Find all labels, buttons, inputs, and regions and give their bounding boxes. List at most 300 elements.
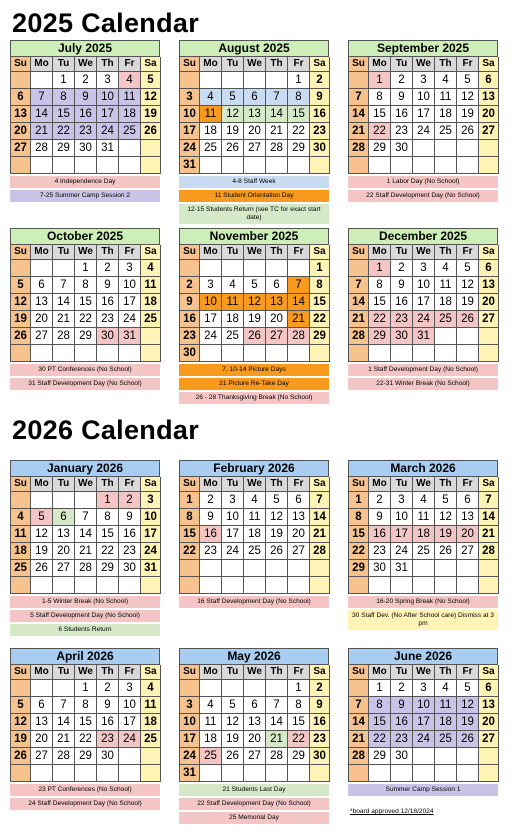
- empty-day-cell: [97, 577, 119, 594]
- day-cell: 9: [180, 294, 200, 311]
- day-cell: 8: [310, 277, 330, 294]
- empty-day-cell: [479, 560, 499, 577]
- day-cell: 28: [53, 328, 75, 345]
- day-cell: 4: [413, 492, 435, 509]
- day-cell: 11: [11, 526, 31, 543]
- event-note: 25 Memorial Day: [179, 812, 329, 824]
- event-note: 30 PT Conferences (No School): [10, 364, 160, 376]
- weekday-header: Fr: [457, 665, 479, 680]
- empty-day-cell: [288, 157, 310, 174]
- day-cell: 12: [435, 509, 457, 526]
- day-cell: 8: [97, 509, 119, 526]
- day-cell: 12: [11, 714, 31, 731]
- empty-day-cell: [413, 345, 435, 362]
- day-cell: 14: [266, 106, 288, 123]
- empty-day-cell: [479, 157, 499, 174]
- day-cell: 2: [97, 260, 119, 277]
- day-cell: 3: [200, 277, 222, 294]
- day-cell: 9: [391, 89, 413, 106]
- month-march-2026: [348, 460, 498, 630]
- empty-day-cell: [266, 157, 288, 174]
- weekday-header: We: [244, 665, 266, 680]
- day-cell: 20: [457, 526, 479, 543]
- weekday-header: Th: [266, 245, 288, 260]
- day-cell: 14: [310, 509, 330, 526]
- day-cell: 23: [391, 123, 413, 140]
- day-cell: 24: [97, 123, 119, 140]
- day-cell: 18: [244, 526, 266, 543]
- empty-day-cell: [200, 765, 222, 782]
- day-cell: 6: [31, 277, 53, 294]
- day-cell: 25: [435, 311, 457, 328]
- empty-day-cell: [222, 560, 244, 577]
- day-cell: 29: [369, 140, 391, 157]
- day-cell: 13: [479, 277, 499, 294]
- empty-day-cell: [222, 345, 244, 362]
- day-cell: 25: [141, 731, 161, 748]
- event-note: 22-31 Winter Break (No School): [348, 378, 498, 390]
- day-cell: 24: [222, 543, 244, 560]
- day-cell: 5: [266, 492, 288, 509]
- empty-day-cell: [53, 345, 75, 362]
- day-cell: 3: [413, 680, 435, 697]
- day-cell: 31: [180, 157, 200, 174]
- weekday-header: Mo: [369, 665, 391, 680]
- day-cell: 13: [266, 294, 288, 311]
- day-cell: 30: [310, 140, 330, 157]
- day-cell: 30: [391, 140, 413, 157]
- day-cell: 26: [244, 328, 266, 345]
- weekday-header: Th: [97, 665, 119, 680]
- day-cell: 17: [180, 123, 200, 140]
- day-cell: 7: [310, 492, 330, 509]
- day-cell: 5: [11, 277, 31, 294]
- day-cell: 26: [457, 731, 479, 748]
- event-note: 4 Independence Day: [10, 176, 160, 188]
- month-notes: [10, 596, 160, 636]
- day-cell: 13: [479, 697, 499, 714]
- weekday-header: We: [75, 245, 97, 260]
- day-cell: 12: [31, 526, 53, 543]
- day-cell: 10: [180, 106, 200, 123]
- day-cell: 6: [479, 260, 499, 277]
- weekday-header: Sa: [479, 245, 499, 260]
- empty-day-cell: [244, 577, 266, 594]
- weekday-header: Sa: [310, 245, 330, 260]
- day-cell: 23: [180, 328, 200, 345]
- day-cell: 24: [391, 543, 413, 560]
- day-cell: 4: [244, 492, 266, 509]
- day-cell: 27: [31, 748, 53, 765]
- day-cell: 30: [75, 140, 97, 157]
- day-cell: 12: [457, 89, 479, 106]
- month-september-2025: [348, 40, 498, 202]
- month-notes: [348, 176, 498, 202]
- weekday-header: We: [413, 665, 435, 680]
- day-cell: 28: [288, 328, 310, 345]
- weekday-header: Fr: [288, 245, 310, 260]
- day-cell: 22: [53, 123, 75, 140]
- month-january-2026: [10, 460, 160, 636]
- day-cell: 22: [180, 543, 200, 560]
- empty-day-cell: [119, 748, 141, 765]
- weekday-header: Sa: [310, 57, 330, 72]
- weekday-header: Mo: [200, 477, 222, 492]
- day-cell: 15: [75, 714, 97, 731]
- day-cell: 19: [457, 294, 479, 311]
- day-cell: 11: [200, 714, 222, 731]
- day-cell: 7: [288, 277, 310, 294]
- event-note: 7, 10-14 Picture Days: [179, 364, 329, 376]
- day-cell: 9: [119, 509, 141, 526]
- day-cell: 13: [288, 509, 310, 526]
- day-cell: 28: [349, 748, 369, 765]
- day-cell: 29: [75, 748, 97, 765]
- empty-day-cell: [53, 765, 75, 782]
- day-cell: 26: [457, 123, 479, 140]
- weekday-header: Th: [435, 665, 457, 680]
- day-cell: 29: [53, 140, 75, 157]
- day-cell: 18: [200, 123, 222, 140]
- day-cell: 8: [369, 277, 391, 294]
- day-cell: 27: [457, 543, 479, 560]
- day-cell: 23: [97, 311, 119, 328]
- calendar-grid: [10, 56, 160, 174]
- weekday-header: Su: [349, 57, 369, 72]
- day-cell: 12: [244, 294, 266, 311]
- empty-day-cell: [435, 765, 457, 782]
- day-cell: 11: [200, 106, 222, 123]
- day-cell: 13: [244, 106, 266, 123]
- day-cell: 9: [310, 697, 330, 714]
- day-cell: 17: [180, 731, 200, 748]
- day-cell: 28: [310, 543, 330, 560]
- month-header: January 2026: [10, 460, 160, 476]
- day-cell: 14: [53, 294, 75, 311]
- event-note: 5 Staff Development Day (No School): [10, 610, 160, 622]
- empty-day-cell: [75, 157, 97, 174]
- empty-day-cell: [435, 328, 457, 345]
- month-notes: [348, 784, 498, 796]
- weekday-header: Fr: [119, 245, 141, 260]
- weekday-header: Tu: [222, 245, 244, 260]
- day-cell: 23: [200, 543, 222, 560]
- day-cell: 23: [369, 543, 391, 560]
- event-note: 24 Staff Development Day (No School): [10, 798, 160, 810]
- day-cell: 3: [97, 72, 119, 89]
- day-cell: 29: [288, 140, 310, 157]
- title-2025: 2025 Calendar: [12, 8, 200, 38]
- day-cell: 10: [119, 277, 141, 294]
- day-cell: 8: [180, 509, 200, 526]
- empty-day-cell: [119, 345, 141, 362]
- day-cell: 19: [457, 106, 479, 123]
- weekday-header: Fr: [288, 665, 310, 680]
- day-cell: 21: [349, 123, 369, 140]
- day-cell: 1: [369, 680, 391, 697]
- day-cell: 27: [244, 748, 266, 765]
- weekday-header: We: [413, 477, 435, 492]
- day-cell: 29: [97, 560, 119, 577]
- day-cell: 18: [200, 731, 222, 748]
- calendar-grid: [348, 476, 498, 594]
- day-cell: 11: [413, 509, 435, 526]
- weekday-header: Tu: [391, 245, 413, 260]
- day-cell: 27: [288, 543, 310, 560]
- day-cell: 26: [266, 543, 288, 560]
- day-cell: 19: [11, 731, 31, 748]
- event-note: 12-15 Students Return (see TC for exact start date): [179, 204, 329, 224]
- day-cell: 30: [97, 328, 119, 345]
- day-cell: 26: [141, 123, 161, 140]
- day-cell: 2: [75, 72, 97, 89]
- day-cell: 9: [369, 509, 391, 526]
- empty-day-cell: [200, 345, 222, 362]
- empty-day-cell: [97, 345, 119, 362]
- day-cell: 15: [53, 106, 75, 123]
- day-cell: 6: [244, 697, 266, 714]
- weekday-header: Su: [11, 245, 31, 260]
- day-cell: 1: [349, 492, 369, 509]
- day-cell: 20: [479, 106, 499, 123]
- day-cell: 19: [141, 106, 161, 123]
- day-cell: 4: [435, 680, 457, 697]
- weekday-header: Su: [180, 477, 200, 492]
- month-notes: [179, 364, 329, 404]
- empty-day-cell: [266, 260, 288, 277]
- day-cell: 24: [180, 748, 200, 765]
- day-cell: 15: [75, 294, 97, 311]
- day-cell: 18: [119, 106, 141, 123]
- empty-day-cell: [31, 765, 53, 782]
- day-cell: 11: [141, 277, 161, 294]
- day-cell: 25: [141, 311, 161, 328]
- empty-day-cell: [413, 748, 435, 765]
- day-cell: 18: [413, 526, 435, 543]
- day-cell: 19: [457, 714, 479, 731]
- event-note: 4-8 Staff Week: [179, 176, 329, 188]
- weekday-header: Fr: [119, 57, 141, 72]
- day-cell: 19: [244, 311, 266, 328]
- day-cell: 17: [222, 526, 244, 543]
- empty-day-cell: [310, 157, 330, 174]
- month-notes: [10, 176, 160, 202]
- empty-day-cell: [479, 140, 499, 157]
- day-cell: 17: [119, 714, 141, 731]
- empty-day-cell: [457, 328, 479, 345]
- day-cell: 16: [391, 294, 413, 311]
- day-cell: 2: [310, 72, 330, 89]
- day-cell: 3: [141, 492, 161, 509]
- day-cell: 28: [53, 748, 75, 765]
- empty-day-cell: [457, 577, 479, 594]
- day-cell: 5: [31, 509, 53, 526]
- day-cell: 31: [391, 560, 413, 577]
- weekday-header: Su: [180, 245, 200, 260]
- empty-day-cell: [119, 765, 141, 782]
- empty-day-cell: [435, 577, 457, 594]
- empty-day-cell: [244, 560, 266, 577]
- day-cell: 14: [349, 106, 369, 123]
- day-cell: 21: [266, 731, 288, 748]
- weekday-header: Sa: [141, 57, 161, 72]
- empty-day-cell: [479, 748, 499, 765]
- day-cell: 2: [391, 72, 413, 89]
- day-cell: 24: [200, 328, 222, 345]
- weekday-header: Tu: [391, 477, 413, 492]
- empty-day-cell: [435, 157, 457, 174]
- day-cell: 25: [200, 748, 222, 765]
- weekday-header: Th: [266, 477, 288, 492]
- empty-day-cell: [31, 680, 53, 697]
- day-cell: 19: [222, 123, 244, 140]
- weekday-header: Mo: [200, 245, 222, 260]
- empty-day-cell: [11, 157, 31, 174]
- day-cell: 23: [75, 123, 97, 140]
- weekday-header: We: [413, 57, 435, 72]
- empty-day-cell: [11, 260, 31, 277]
- day-cell: 28: [349, 140, 369, 157]
- empty-day-cell: [244, 765, 266, 782]
- day-cell: 27: [479, 123, 499, 140]
- weekday-header: Fr: [457, 57, 479, 72]
- day-cell: 22: [369, 731, 391, 748]
- day-cell: 27: [479, 311, 499, 328]
- day-cell: 12: [457, 277, 479, 294]
- calendar-grid: [179, 244, 329, 362]
- weekday-header: Sa: [141, 245, 161, 260]
- event-note: 11 Student Orientation Day: [179, 190, 329, 202]
- day-cell: 17: [200, 311, 222, 328]
- month-june-2026: [348, 648, 498, 796]
- weekday-header: Tu: [53, 245, 75, 260]
- empty-day-cell: [310, 577, 330, 594]
- empty-day-cell: [457, 157, 479, 174]
- weekday-header: Fr: [457, 245, 479, 260]
- day-cell: 13: [244, 714, 266, 731]
- day-cell: 10: [413, 89, 435, 106]
- day-cell: 2: [310, 680, 330, 697]
- event-note: 7-25 Summer Camp Session 2: [10, 190, 160, 202]
- empty-day-cell: [11, 577, 31, 594]
- day-cell: 1: [75, 260, 97, 277]
- day-cell: 21: [349, 311, 369, 328]
- day-cell: 13: [53, 526, 75, 543]
- day-cell: 8: [349, 509, 369, 526]
- empty-day-cell: [435, 748, 457, 765]
- empty-day-cell: [435, 560, 457, 577]
- day-cell: 18: [11, 543, 31, 560]
- day-cell: 10: [141, 509, 161, 526]
- day-cell: 29: [369, 748, 391, 765]
- month-august-2025: [179, 40, 329, 224]
- day-cell: 31: [141, 560, 161, 577]
- empty-day-cell: [479, 765, 499, 782]
- empty-day-cell: [31, 72, 53, 89]
- empty-day-cell: [97, 157, 119, 174]
- day-cell: 27: [244, 140, 266, 157]
- weekday-header: Fr: [288, 477, 310, 492]
- empty-day-cell: [391, 577, 413, 594]
- day-cell: 22: [75, 311, 97, 328]
- day-cell: 22: [288, 731, 310, 748]
- day-cell: 26: [11, 328, 31, 345]
- day-cell: 11: [244, 509, 266, 526]
- empty-day-cell: [349, 765, 369, 782]
- weekday-header: Sa: [310, 665, 330, 680]
- day-cell: 18: [435, 106, 457, 123]
- day-cell: 19: [31, 543, 53, 560]
- empty-day-cell: [391, 345, 413, 362]
- day-cell: 15: [369, 294, 391, 311]
- day-cell: 14: [266, 714, 288, 731]
- day-cell: 5: [457, 72, 479, 89]
- empty-day-cell: [11, 72, 31, 89]
- day-cell: 16: [200, 526, 222, 543]
- weekday-header: Fr: [288, 57, 310, 72]
- empty-day-cell: [266, 345, 288, 362]
- day-cell: 16: [369, 526, 391, 543]
- weekday-header: Su: [11, 477, 31, 492]
- day-cell: 6: [31, 697, 53, 714]
- day-cell: 3: [180, 697, 200, 714]
- day-cell: 7: [349, 89, 369, 106]
- day-cell: 20: [31, 311, 53, 328]
- calendar-grid: [179, 56, 329, 174]
- empty-day-cell: [479, 328, 499, 345]
- day-cell: 9: [200, 509, 222, 526]
- day-cell: 9: [310, 89, 330, 106]
- empty-day-cell: [180, 72, 200, 89]
- day-cell: 15: [310, 294, 330, 311]
- empty-day-cell: [244, 345, 266, 362]
- month-header: February 2026: [179, 460, 329, 476]
- day-cell: 12: [222, 714, 244, 731]
- day-cell: 8: [369, 697, 391, 714]
- day-cell: 19: [11, 311, 31, 328]
- day-cell: 20: [288, 526, 310, 543]
- month-notes: [179, 784, 329, 824]
- day-cell: 14: [349, 294, 369, 311]
- day-cell: 6: [288, 492, 310, 509]
- day-cell: 8: [369, 89, 391, 106]
- empty-day-cell: [457, 140, 479, 157]
- empty-day-cell: [200, 680, 222, 697]
- weekday-header: Tu: [222, 477, 244, 492]
- empty-day-cell: [413, 157, 435, 174]
- day-cell: 12: [141, 89, 161, 106]
- calendar-grid: [10, 476, 160, 594]
- day-cell: 10: [200, 294, 222, 311]
- empty-day-cell: [244, 680, 266, 697]
- day-cell: 9: [75, 89, 97, 106]
- empty-day-cell: [288, 260, 310, 277]
- day-cell: 13: [11, 106, 31, 123]
- empty-day-cell: [479, 577, 499, 594]
- calendar-grid: [348, 244, 498, 362]
- day-cell: 23: [97, 731, 119, 748]
- day-cell: 30: [391, 328, 413, 345]
- empty-day-cell: [141, 157, 161, 174]
- empty-day-cell: [349, 72, 369, 89]
- weekday-header: We: [244, 477, 266, 492]
- empty-day-cell: [349, 680, 369, 697]
- empty-day-cell: [31, 157, 53, 174]
- empty-day-cell: [75, 492, 97, 509]
- empty-day-cell: [53, 577, 75, 594]
- day-cell: 16: [97, 714, 119, 731]
- empty-day-cell: [310, 345, 330, 362]
